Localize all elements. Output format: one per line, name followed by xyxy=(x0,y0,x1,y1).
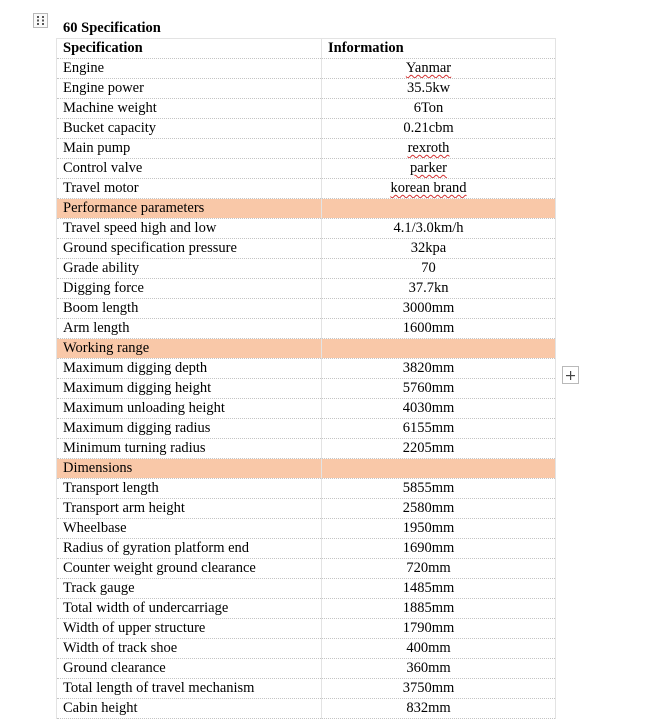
spec-value: 70 xyxy=(421,260,436,276)
spec-value: 5855mm xyxy=(402,480,455,496)
spec-label: Transport length xyxy=(57,479,322,499)
table-move-handle[interactable] xyxy=(33,13,48,28)
spec-label: Bucket capacity xyxy=(57,119,322,139)
column-header-information: Information xyxy=(322,39,556,59)
spec-label: Ground specification pressure xyxy=(57,239,322,259)
spec-value-cell xyxy=(322,499,556,519)
table-row xyxy=(57,179,556,199)
spec-value-cell xyxy=(322,139,556,159)
spec-value-cell xyxy=(322,419,556,439)
column-header-specification: Specification xyxy=(57,39,322,59)
spec-value-cell xyxy=(322,59,556,79)
spec-value-cell xyxy=(322,639,556,659)
table-row xyxy=(57,219,556,239)
spec-value-cell xyxy=(322,359,556,379)
spec-label: Ground clearance xyxy=(57,659,322,679)
table-row xyxy=(57,159,556,179)
spec-label: Maximum digging radius xyxy=(57,419,322,439)
spec-value-cell xyxy=(322,619,556,639)
spec-label: Main pump xyxy=(57,139,322,159)
document-title: 60 Specification xyxy=(63,20,161,36)
spec-label: Maximum unloading height xyxy=(57,399,322,419)
spec-label: Minimum turning radius xyxy=(57,439,322,459)
spec-value: 360mm xyxy=(406,660,451,676)
table-row xyxy=(57,319,556,339)
spec-value-cell xyxy=(322,699,556,719)
spec-value-cell xyxy=(322,179,556,199)
spec-label: Engine power xyxy=(57,79,322,99)
section-empty-cell xyxy=(322,339,556,359)
spec-value: 3820mm xyxy=(402,360,455,376)
add-row-button[interactable] xyxy=(562,366,579,384)
spec-value-cell xyxy=(322,219,556,239)
table-row xyxy=(57,579,556,599)
spec-label: Maximum digging depth xyxy=(57,359,322,379)
table-row xyxy=(57,279,556,299)
spec-label: Counter weight ground clearance xyxy=(57,559,322,579)
table-row xyxy=(57,359,556,379)
spec-value-cell xyxy=(322,659,556,679)
section-label: Working range xyxy=(57,339,322,359)
table-row xyxy=(57,639,556,659)
spec-value-cell xyxy=(322,119,556,139)
spec-value: 6155mm xyxy=(402,420,455,436)
table-row xyxy=(57,119,556,139)
spec-value-cell xyxy=(322,379,556,399)
spec-label: Cabin height xyxy=(57,699,322,719)
section-row xyxy=(57,199,556,219)
table-row xyxy=(57,699,556,719)
spec-value-cell xyxy=(322,99,556,119)
spec-label: Track gauge xyxy=(57,579,322,599)
table-row xyxy=(57,559,556,579)
table-row xyxy=(57,419,556,439)
spec-value-cell xyxy=(322,679,556,699)
spec-label: Machine weight xyxy=(57,99,322,119)
table-row xyxy=(57,299,556,319)
table-row xyxy=(57,79,556,99)
table-row xyxy=(57,259,556,279)
spec-label: Travel speed high and low xyxy=(57,219,322,239)
spec-label: Width of upper structure xyxy=(57,619,322,639)
spec-value: 0.21cbm xyxy=(403,120,454,136)
spec-label: Radius of gyration platform end xyxy=(57,539,322,559)
section-empty-cell xyxy=(322,199,556,219)
spec-label: Boom length xyxy=(57,299,322,319)
spec-value: 3750mm xyxy=(402,680,455,696)
spec-value-cell xyxy=(322,279,556,299)
spec-value: 1950mm xyxy=(402,520,455,536)
section-label: Performance parameters xyxy=(57,199,322,219)
spec-value: korean brand xyxy=(390,180,467,196)
section-row xyxy=(57,339,556,359)
spec-value: Yanmar xyxy=(405,60,452,76)
spec-value: 1790mm xyxy=(402,620,455,636)
table-row xyxy=(57,379,556,399)
spec-value-cell xyxy=(322,79,556,99)
spec-value: 6Ton xyxy=(413,100,444,116)
spec-label: Width of track shoe xyxy=(57,639,322,659)
table-row xyxy=(57,599,556,619)
spec-label: Travel motor xyxy=(57,179,322,199)
table-row xyxy=(57,139,556,159)
specification-table xyxy=(56,38,556,719)
spec-value-cell xyxy=(322,159,556,179)
spec-value-cell xyxy=(322,539,556,559)
spec-value: 400mm xyxy=(406,640,451,656)
spec-label: Maximum digging height xyxy=(57,379,322,399)
spec-value-cell xyxy=(322,579,556,599)
spec-label: Control valve xyxy=(57,159,322,179)
spec-value-cell xyxy=(322,439,556,459)
spec-label: Transport arm height xyxy=(57,499,322,519)
section-label: Dimensions xyxy=(57,459,322,479)
table-row xyxy=(57,539,556,559)
spec-value: parker xyxy=(409,160,448,176)
table-row xyxy=(57,479,556,499)
spec-label: Grade ability xyxy=(57,259,322,279)
spec-value-cell xyxy=(322,239,556,259)
spec-value: 2205mm xyxy=(402,440,455,456)
spec-label: Arm length xyxy=(57,319,322,339)
spec-value: 35.5kw xyxy=(406,80,451,96)
spec-label: Wheelbase xyxy=(57,519,322,539)
table-row xyxy=(57,239,556,259)
spec-value: 1690mm xyxy=(402,540,455,556)
spec-value-cell xyxy=(322,479,556,499)
spec-value: 5760mm xyxy=(402,380,455,396)
spec-value-cell xyxy=(322,519,556,539)
table-row xyxy=(57,679,556,699)
plus-icon xyxy=(566,371,575,380)
spec-value: 32kpa xyxy=(410,240,447,256)
spec-value-cell xyxy=(322,299,556,319)
table-header-row xyxy=(57,39,556,59)
spec-label: Total width of undercarriage xyxy=(57,599,322,619)
table-row xyxy=(57,499,556,519)
spec-value: 3000mm xyxy=(402,300,455,316)
spec-value-cell xyxy=(322,599,556,619)
spec-value: 1885mm xyxy=(402,600,455,616)
spec-value: 37.7kn xyxy=(408,280,449,296)
spec-value: rexroth xyxy=(407,140,450,156)
spec-value-cell xyxy=(322,559,556,579)
section-row xyxy=(57,459,556,479)
spec-value-cell xyxy=(322,319,556,339)
spec-label: Digging force xyxy=(57,279,322,299)
spec-value-cell xyxy=(322,259,556,279)
spec-value: 832mm xyxy=(406,700,451,716)
spec-value: 4030mm xyxy=(402,400,455,416)
table-row xyxy=(57,99,556,119)
table-row xyxy=(57,439,556,459)
spec-value-cell xyxy=(322,399,556,419)
spec-value: 720mm xyxy=(406,560,451,576)
table-row xyxy=(57,399,556,419)
table-row xyxy=(57,59,556,79)
table-row xyxy=(57,659,556,679)
move-handle-icon xyxy=(36,16,45,25)
spec-label: Total length of travel mechanism xyxy=(57,679,322,699)
table-row xyxy=(57,519,556,539)
spec-value: 4.1/3.0km/h xyxy=(393,220,464,236)
spec-value: 1600mm xyxy=(402,320,455,336)
table-row xyxy=(57,619,556,639)
spec-value: 1485mm xyxy=(402,580,455,596)
section-empty-cell xyxy=(322,459,556,479)
spec-label: Engine xyxy=(57,59,322,79)
spec-value: 2580mm xyxy=(402,500,455,516)
